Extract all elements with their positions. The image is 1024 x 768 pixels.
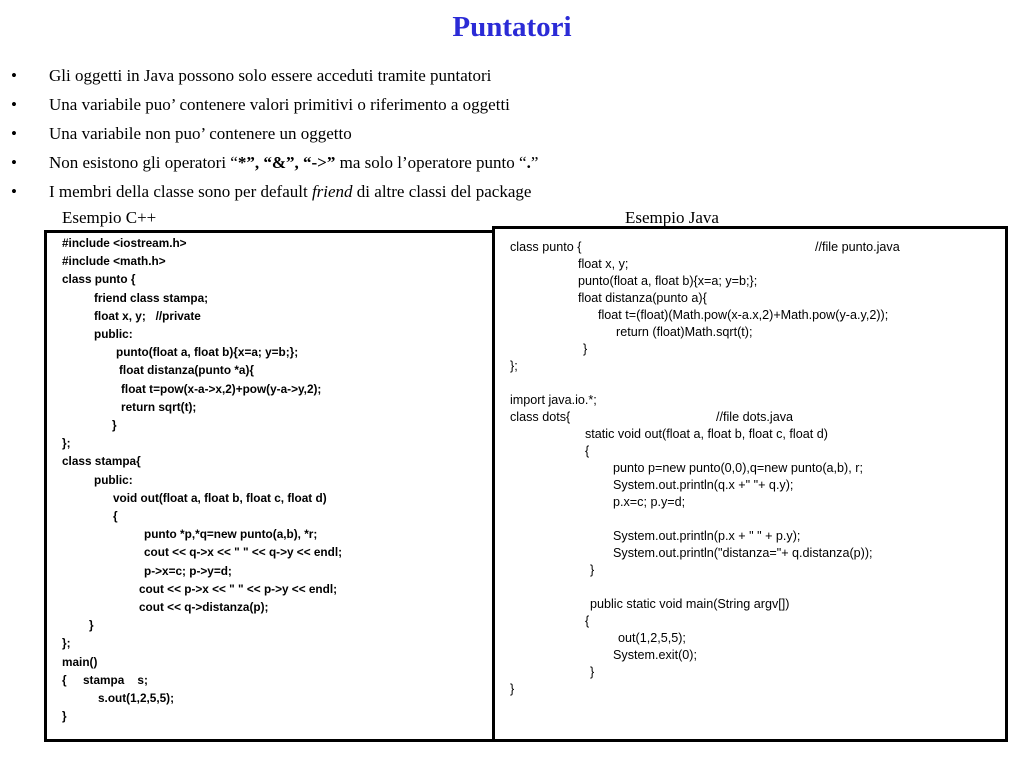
java-code-line: } [590,665,595,679]
bullet-text-part: Gli oggetti in Java possono solo essere acceduti tramite puntatori [49,66,492,85]
java-code-line: } [583,342,588,356]
cpp-code-line: { stampa s; [62,672,148,687]
bullet-text-part: Non esistono gli operatori “ [49,153,238,172]
cpp-code-line: float x, y; //private [94,308,201,323]
cpp-code-line: #include <iostream.h> [62,236,187,250]
cpp-code-line: return sqrt(t); [121,399,197,414]
java-code-line: { [585,444,590,458]
java-code-line: }; [510,359,518,373]
cpp-code-line: main() [62,654,98,669]
java-code-line: System.out.println(q.x +" "+ q.y); [613,478,794,492]
java-code-line: import java.io.*; [510,393,597,407]
cpp-example-label: Esempio C++ [62,208,157,227]
java-code-line: class dots{ [510,410,571,424]
java-code-line: return (float)Math.sqrt(t); [616,325,753,339]
cpp-code-line: { [113,509,118,523]
java-code-line: System.exit(0); [613,648,697,662]
bullet-text [49,153,538,173]
java-code-line: } [590,563,595,577]
java-code-comment: //file punto.java [815,240,900,254]
java-code-line: class punto { [510,240,582,254]
bullet-text-part: Una variabile non puo’ contenere un oggetto [49,124,352,143]
java-code-comment: //file dots.java [716,410,794,424]
cpp-code-box [44,230,495,742]
cpp-code-line: s.out(1,2,5,5); [98,691,175,705]
cpp-code-line: }; [62,636,71,651]
cpp-code-line: public: [94,472,133,487]
cpp-code-line: class punto { [62,272,136,287]
java-code-line: static void out(float a, float b, float c, float d) [585,427,828,441]
bullet-text-part: *”, “&”, “->” [237,153,336,172]
java-code-line: { [585,614,590,628]
bullet-text [49,182,531,202]
java-code-box [492,226,1008,742]
bullet-text [49,124,352,144]
java-code-line: float distanza(punto a){ [578,291,707,305]
cpp-code-line: p->x=c; p->y=d; [144,563,232,578]
bullet-symbol: • [11,182,17,201]
cpp-code-line: punto *p,*q=new punto(a,b), *r; [144,527,318,542]
java-code-line: punto p=new punto(0,0),q=new punto(a,b), r; [613,461,863,475]
cpp-code-line: cout << p->x << " " << p->y << endl; [139,581,338,596]
cpp-code-line: void out(float a, float b, float c, float d) [113,490,327,505]
java-code-line: System.out.println("distanza="+ q.distanza(p)); [613,546,873,560]
bullet-text-part: ma solo l’operatore punto “ [335,153,527,172]
cpp-code-line: #include <math.h> [62,254,166,269]
bullet-text-part: friend [311,182,353,201]
java-code-line: System.out.println(p.x + " " + p.y); [613,529,801,543]
java-code-line: public static void main(String argv[]) [590,597,790,611]
cpp-code-line: friend class stampa; [94,290,209,305]
cpp-code-line: }; [62,436,71,451]
cpp-code-line: float distanza(punto *a){ [119,363,255,378]
bullet-symbol: • [11,95,17,114]
bullet-symbol: • [11,153,17,172]
bullet-text-part: Una variabile puo’ contenere valori primitivi o riferimento a oggetti [49,95,510,114]
cpp-code-line: cout << q->distanza(p); [139,600,269,614]
bullet-text-part: ” [530,153,539,172]
java-code-line: float t=(float)(Math.pow(x-a.x,2)+Math.pow(y-a.y,2)); [598,308,889,322]
cpp-code-line: float t=pow(x-a->x,2)+pow(y-a->y,2); [121,381,322,396]
cpp-code-line: } [89,618,94,633]
bullet-text [49,66,491,86]
bullet-text-part: . [526,153,531,172]
bullet-symbol: • [11,124,17,143]
java-code-line: punto(float a, float b){x=a; y=b;}; [578,274,758,288]
bullet-symbol: • [11,66,17,85]
cpp-code-line: } [112,418,117,432]
bullet-text-part: di altre classi del package [352,182,532,201]
java-example-label: Esempio Java [625,208,719,227]
cpp-code-line: class stampa{ [62,454,141,469]
slide-title: Puntatori [452,11,572,43]
bullet-text [49,95,510,115]
java-code-line: p.x=c; p.y=d; [613,495,686,509]
java-code-line: out(1,2,5,5); [618,631,686,645]
cpp-code-line: cout << q->x << " " << q->y << endl; [144,545,343,560]
java-code-line: float x, y; [578,257,629,271]
cpp-code-line: } [62,709,67,724]
cpp-code-line: punto(float a, float b){x=a; y=b;}; [116,345,299,360]
cpp-code-line: public: [94,327,133,341]
bullet-text-part: I membri della classe sono per default [49,182,312,201]
java-code-line: } [510,682,515,696]
